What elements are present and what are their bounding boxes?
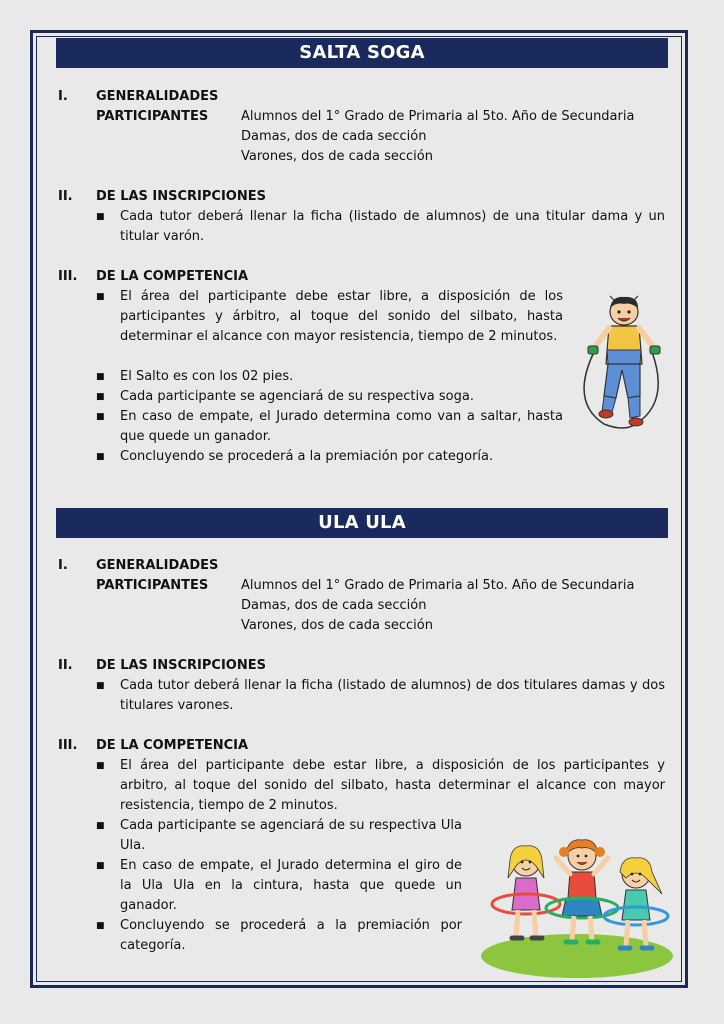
list-item: En caso de empate, el Jurado determina como van a saltar, hasta que quede un ganador. — [120, 409, 563, 444]
participants-label: PARTICIPANTES — [96, 578, 209, 593]
roman-numeral-ii: II. — [58, 189, 73, 204]
bullet-icon: ■ — [96, 921, 105, 931]
bullet-icon: ■ — [96, 821, 105, 831]
bullet-icon: ■ — [96, 372, 105, 382]
participants-line: Varones, dos de cada sección — [241, 149, 433, 164]
jump-rope-boy-illustration — [574, 292, 670, 440]
participants-line: Damas, dos de cada sección — [241, 598, 427, 613]
section-title-ula-ula: ULA ULA — [56, 508, 668, 538]
heading-generalidades: GENERALIDADES — [96, 89, 219, 104]
bullet-icon: ■ — [96, 761, 105, 771]
heading-inscripciones: DE LAS INSCRIPCIONES — [96, 189, 266, 204]
list-item: Cada tutor deberá llenar la ficha (listado de alumnos) de una titular dama y un titular varón. — [120, 209, 665, 244]
list-item: El Salto es con los 02 pies. — [120, 369, 294, 384]
bullet-icon: ■ — [96, 452, 105, 462]
heading-competencia: DE LA COMPETENCIA — [96, 738, 249, 753]
list-item: El área del participante debe estar libre, a disposición de los participantes y árbitro, al toque del sonido del silbato, hasta determinar el alcance con mayor resistencia, tiempo de 2 minutos. — [120, 289, 563, 344]
list-item: Concluyendo se procederá a la premiación por categoría. — [120, 449, 494, 464]
list-item: Cada participante se agenciará de su respectiva Ula Ula. — [120, 818, 462, 853]
bullet-icon: ■ — [96, 212, 105, 222]
roman-numeral-iii: III. — [58, 269, 78, 284]
bullet-icon: ■ — [96, 292, 105, 302]
roman-numeral-i: I. — [58, 558, 68, 573]
hula-hoop-girls-illustration — [478, 834, 676, 980]
list-item: Concluyendo se procederá a la premiación por categoría. — [120, 918, 462, 953]
heading-inscripciones: DE LAS INSCRIPCIONES — [96, 658, 266, 673]
roman-numeral-i: I. — [58, 89, 68, 104]
roman-numeral-ii: II. — [58, 658, 73, 673]
participants-line: Alumnos del 1° Grado de Primaria al 5to. Año de Secundaria — [241, 578, 635, 593]
participants-line: Damas, dos de cada sección — [241, 129, 427, 144]
list-item: Cada tutor deberá llenar la ficha (listado de alumnos) de dos titulares damas y dos titulares varones. — [120, 678, 665, 713]
heading-competencia: DE LA COMPETENCIA — [96, 269, 249, 284]
list-item: En caso de empate, el Jurado determina el giro de la Ula Ula en la cintura, hasta que quede un ganador. — [120, 858, 462, 913]
bullet-icon: ■ — [96, 681, 105, 691]
roman-numeral-iii: III. — [58, 738, 78, 753]
participants-line: Alumnos del 1° Grado de Primaria al 5to. Año de Secundaria — [241, 109, 635, 124]
participants-line: Varones, dos de cada sección — [241, 618, 433, 633]
section-title-salta-soga: SALTA SOGA — [56, 38, 668, 68]
list-item: El área del participante debe estar libre, a disposición de los participantes y arbitro, al toque del sonido del silbato, hasta determinar el alcance con mayor resistencia, tiempo de 2 minutos. — [120, 758, 665, 813]
list-item: Cada participante se agenciará de su respectiva soga. — [120, 389, 474, 404]
participants-label: PARTICIPANTES — [96, 109, 209, 124]
bullet-icon: ■ — [96, 392, 105, 402]
bullet-icon: ■ — [96, 412, 105, 422]
bullet-icon: ■ — [96, 861, 105, 871]
heading-generalidades: GENERALIDADES — [96, 558, 219, 573]
